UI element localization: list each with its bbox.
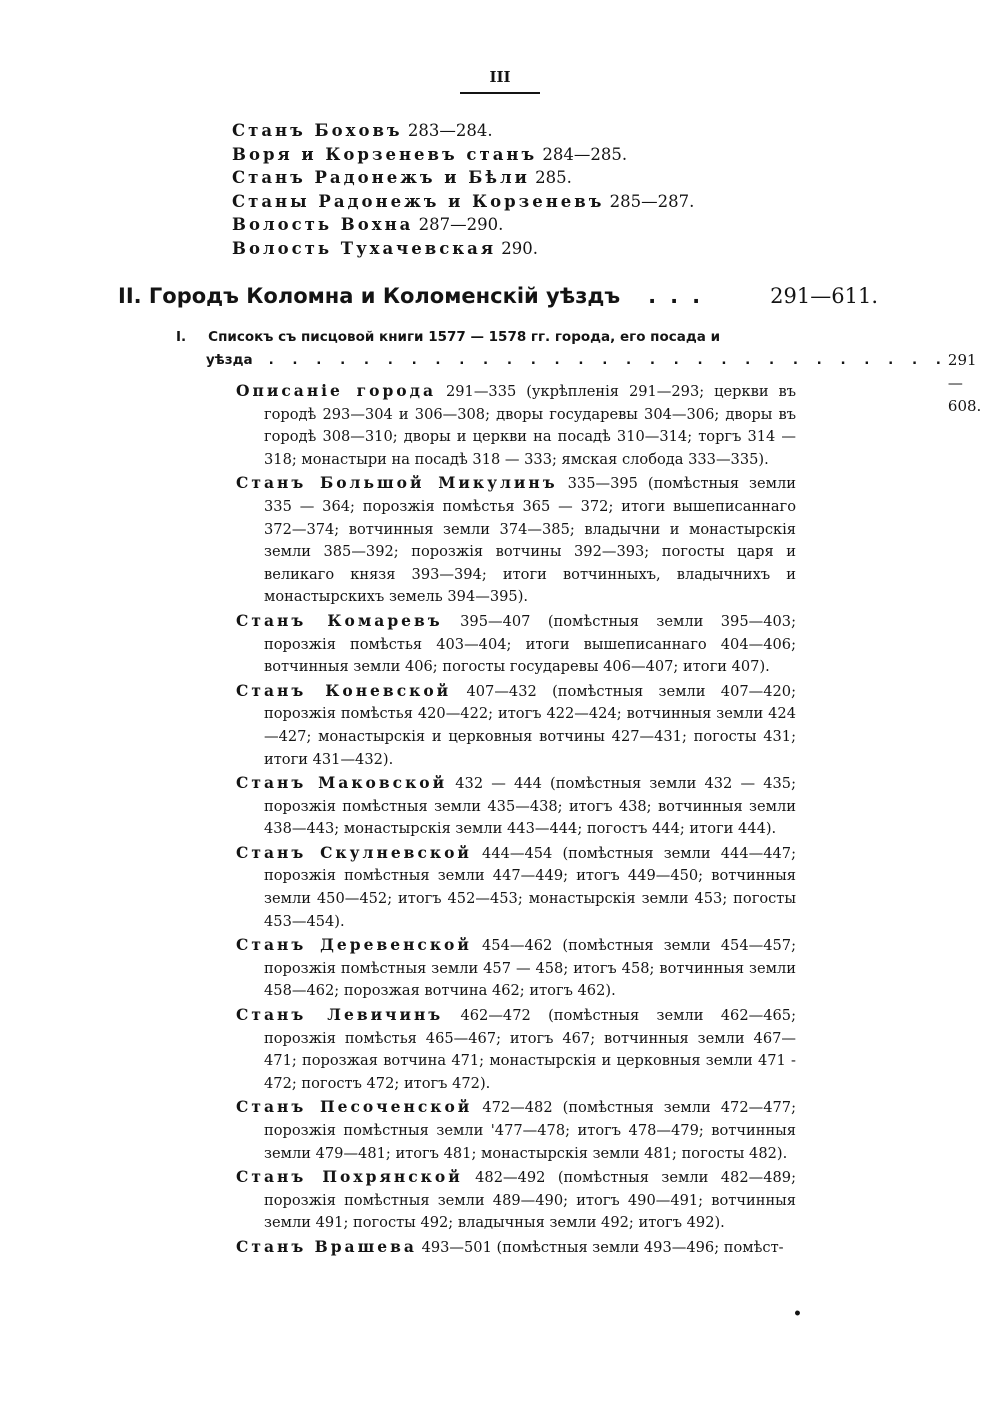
list-item: Станъ Левичинъ 462—472 (помѣстныя земли 462—465; порозжія помѣстья 465—467; итогъ 467; вотчинныя земли 467—471; порозжая вотчина 471; монастырскія и церковныя земли 471 - 472; погостъ 472; итогъ 472). [236,1005,796,1092]
list-item: Станъ Боховъ 283—284. [232,121,493,140]
entries-list [236,380,796,1261]
top-list [232,119,792,260]
section-heading [118,284,888,314]
list-item: Станъ Комаревъ 395—407 (помѣстныя земли 395—403; порозжія помѣстья 403—404; итоги вышеписаннаго 404—406; вотчинныя земли 406; погосты государевы 406—407; итоги 407). [236,610,796,676]
list-item: Станъ Маковской 432 — 444 (помѣстныя земли 432 — 435; порозжія помѣстныя земли 435—438; итогъ 438; вотчинныя земли 438—443; монастырскія земли 443—444; погостъ 444; итоги 444). [236,773,796,838]
list-item: Станъ Врашева 493—501 (помѣстныя земли 493—496; помѣст- [236,1236,784,1256]
subsection-line-1 [176,326,794,349]
subsection-title-2: уѣзда [206,352,253,368]
list-item: Волость Вохна 287—290. [232,215,504,234]
section-title: II. Городъ Коломна и Коломенскій уѣздъ [118,284,621,308]
list-item: Станъ Радонежъ и Бѣли 285. [232,168,572,187]
subsection-title-1: Списокъ съ писцовой книги 1577 — 1578 гг. города, его посада и [208,329,721,345]
list-item: Волость Тухачевская 290. [232,238,539,258]
list-item: Воря и Корзеневъ станъ 284—285. [232,144,628,164]
subsection-dots: . . . . . . . . . . . . . . . . . . . . . . . . . . . . . [268,352,948,368]
list-item: Станы Радонежъ и Корзеневъ 285—287. [232,191,695,211]
page-number: III [489,68,511,86]
list-item: Станъ Деревенской 454—462 (помѣстныя земли 454—457; порозжія помѣстныя земли 457 — 458; итогъ 458; вотчинныя земли 458—462; порозжая вотчина 462; итогъ 462). [236,935,796,1000]
subsection-number: I. [176,329,187,345]
header-rule [460,92,540,94]
section-dots: ... [648,284,715,308]
list-item: Станъ Песоченской 472—482 (помѣстныя земли 472—477; порозжія помѣстныя земли '477—478; итогъ 478—479; вотчинныя земли 479—481; итогъ 481; монастырскія земли 481; погосты 482). [236,1097,796,1162]
subsection-pages: 291—608. [947,351,982,415]
list-item: Станъ Коневской 407—432 (помѣстныя земли 407—420; порозжія помѣстья 420—422; итогъ 422—424; вотчинныя земли 424—427; монастырскія и церковныя вотчины 427—431; погосты 431; итоги 431—432). [236,680,797,768]
list-item: Станъ Большой Микулинъ 335—395 (помѣстныя земли 335 — 364; порозжія помѣстья 365 — 372; итоги вышеписаннаго 372—374; вотчинныя земли 374—385; владычни и монастырскія земли 385—392; порозжія вотчины 392—393; погосты царя и великаго князя 393—394; итоги вотчинныхъ, владычнихъ и монастырскихъ земель 394—395). [236,473,796,606]
list-item: Описаніе города 291—335 (укрѣпленія 291—293; церкви въ городѣ 293—304 и 306—308; дворы государевы 304—306; дворы въ городѣ 308—310; дворы и церкви на посадѣ 310—314; торгъ 314 — 318; монастыри на посадѣ 318 — 333; ямская слобода 333—335). [236,381,796,468]
list-item: Станъ Скулневской 444—454 (помѣстныя земли 444—447; порозжія помѣстныя земли 447—449; итогъ 449—450; вотчинныя земли 450—452; итогъ 452—453; монастырскія земли 453; погосты 453—454). [236,842,796,930]
list-item: Станъ Похрянской 482—492 (помѣстныя земли 482—489; порозжія помѣстныя земли 489—490; итогъ 490—491; вотчинныя земли 491; погосты 492; владычныя земли 492; итогъ 492). [236,1167,796,1232]
section-pages: 291—611. [770,284,878,308]
footnote-mark: • [793,1306,802,1322]
